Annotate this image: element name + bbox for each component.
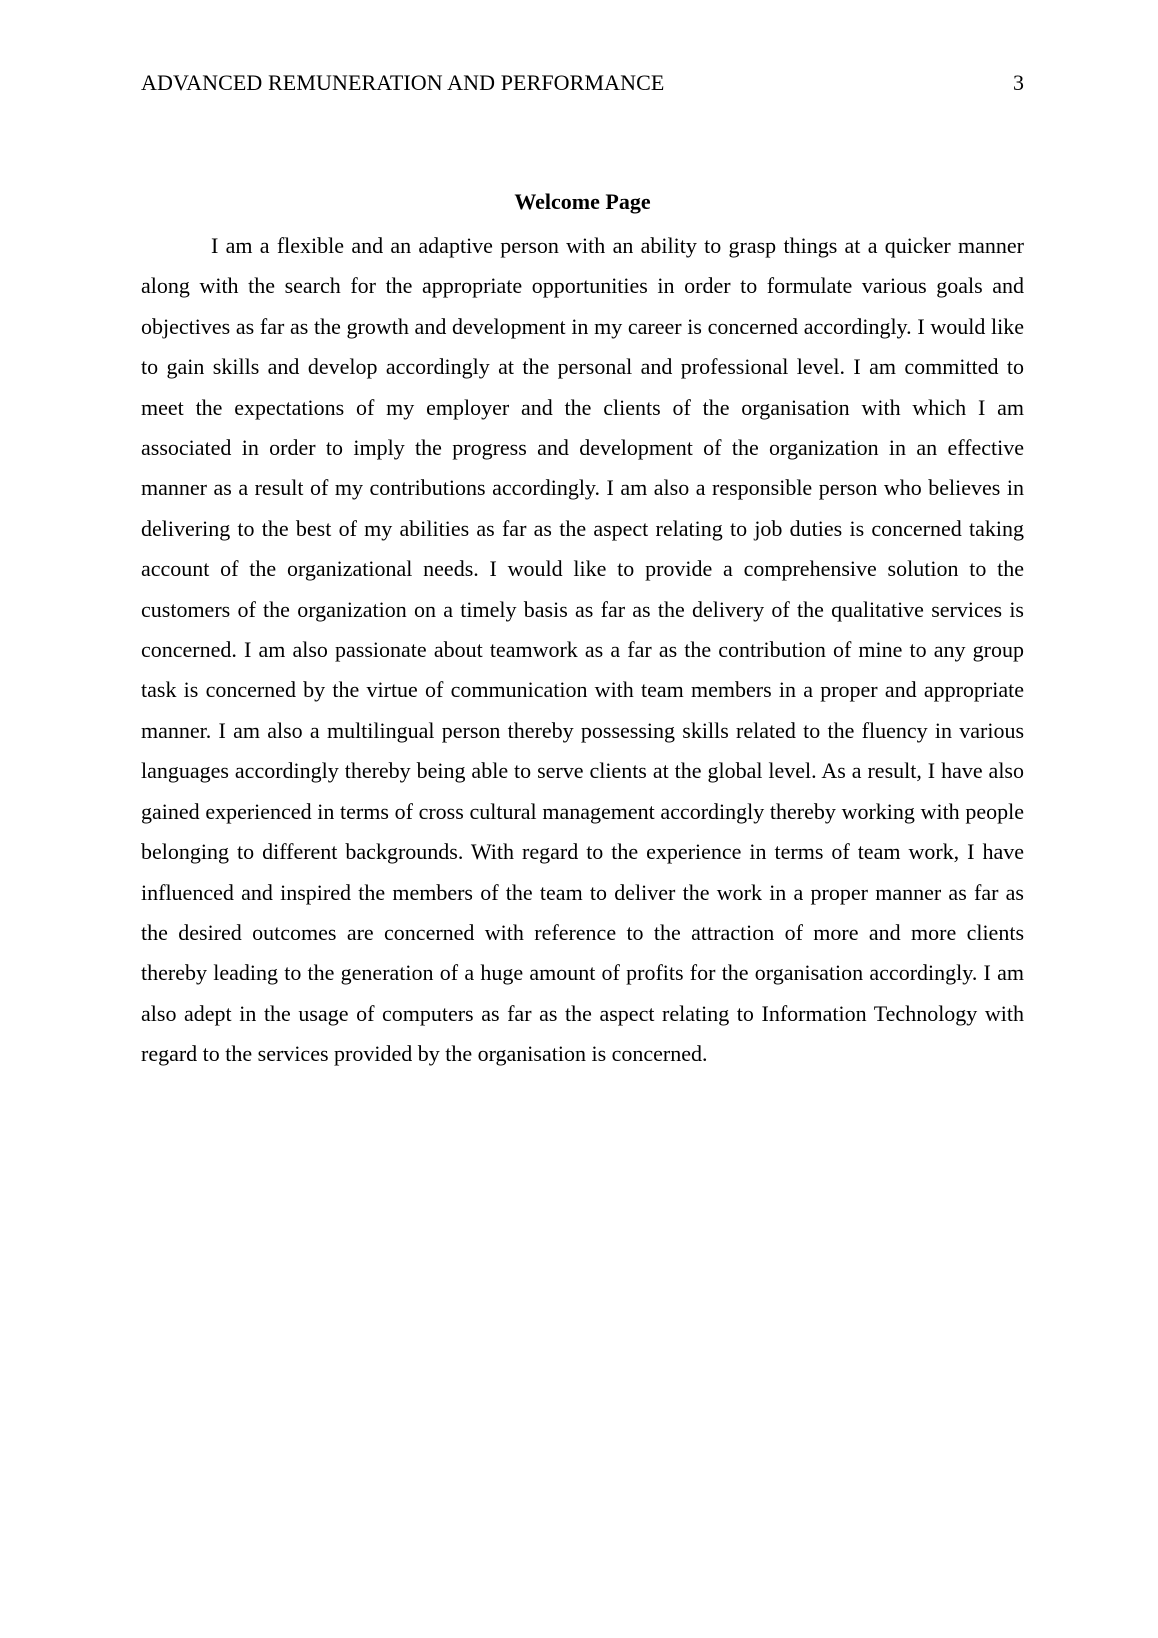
body-paragraph: I am a flexible and an adaptive person with an ability to grasp things at a quicker manner along with the search for the appropriate opportunities in order to formulate various goals and objectives as far as the growth and development in my career is concerned accordingly. I would like to gain skills and develop accordingly at the personal and professional level. I am committed to meet the expectations of my employer and the clients of the organisation with which I am associated in order to imply the progress and development of the organization in an effective manner as a result of my contributions accordingly. I am also a responsible person who believes in delivering to the best of my abilities as far as the aspect relating to job duties is concerned taking account of the organizational needs. I would like to provide a comprehensive solution to the customers of the organization on a timely basis as far as the delivery of the qualitative services is concerned. I am also passionate about teamwork as a far as the contribution of mine to any group task is concerned by the virtue of communication with team members in a proper and appropriate manner. I am also a multilingual person thereby possessing skills related to the fluency in various languages accordingly thereby being able to serve clients at the global level. As a result, I have also gained experienced in terms of cross cultural management accordingly thereby working with people belonging to different backgrounds. With regard to the experience in terms of team work, I have influenced and inspired the members of the team to deliver the work in a proper manner as far as the desired outcomes are concerned with reference to the attraction of more and more clients thereby leading to the generation of a huge amount of profits for the organisation accordingly. I am also adept in the usage of computers as far as the aspect relating to Information Technology with regard to the services provided by the organisation is concerned. [141, 233, 1024, 1067]
section-title: Welcome Page [514, 189, 651, 214]
page-number: 3 [1013, 70, 1024, 95]
running-head: ADVANCED REMUNERATION AND PERFORMANCE [141, 70, 665, 95]
